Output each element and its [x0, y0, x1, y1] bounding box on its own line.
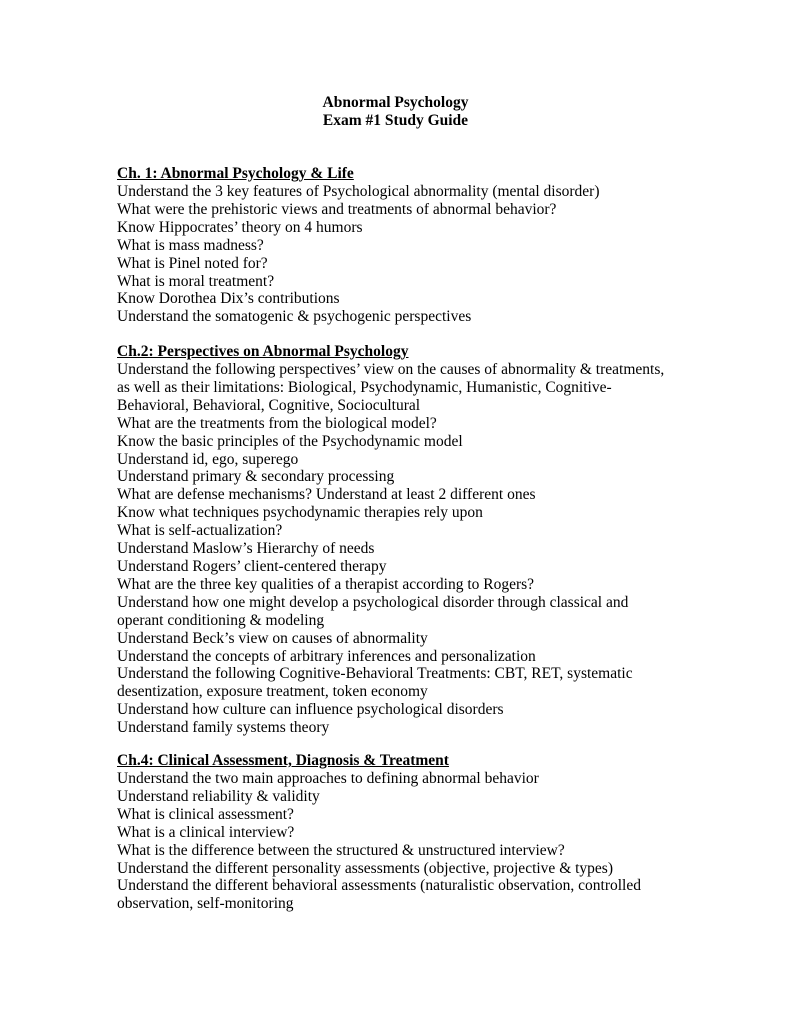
study-item: Understand the 3 key features of Psychological abnormality (mental disorder) — [117, 183, 600, 200]
section-ch1 — [117, 165, 677, 326]
study-item: Understand the concepts of arbitrary inferences and personalization — [117, 647, 536, 665]
study-item: What is self-actualization? — [117, 522, 283, 540]
study-item: desentization, exposure treatment, token economy — [117, 683, 428, 701]
study-item: What is mass madness? — [117, 236, 264, 254]
study-item: Know Hippocrates’ theory on 4 humors — [117, 218, 363, 236]
study-item: Understand how one might develop a psychological disorder through classical and — [117, 593, 629, 611]
study-item: What is Pinel noted for? — [117, 254, 268, 272]
title-line-2: Exam #1 Study Guide — [322, 112, 469, 129]
study-item: Understand the two main approaches to defining abnormal behavior — [117, 770, 539, 787]
study-item: Understand Rogers’ client-centered therapy — [117, 557, 387, 575]
study-item: as well as their limitations: Biological, Psychodynamic, Humanistic, Cognitive- — [117, 378, 612, 396]
study-item: Understand family systems theory — [117, 719, 330, 737]
study-item: Know Dorothea Dix’s contributions — [117, 290, 340, 308]
study-item: Understand the different personality assessments (objective, projective & types) — [117, 859, 613, 877]
study-item: Understand the following perspectives’ view on the causes of abnormality & treatments, — [117, 361, 665, 378]
document-title — [0, 94, 791, 130]
study-item: What were the prehistoric views and treatments of abnormal behavior? — [117, 200, 557, 218]
study-item: What is clinical assessment? — [117, 805, 294, 823]
study-item: What is the difference between the structured & unstructured interview? — [117, 841, 565, 859]
study-item: Understand Beck’s view on causes of abnormality — [117, 629, 428, 647]
study-item: What is moral treatment? — [117, 272, 275, 290]
section-ch2 — [117, 343, 677, 737]
study-item: Understand the following Cognitive-Behavioral Treatments: CBT, RET, systematic — [117, 665, 633, 683]
study-item: operant conditioning & modeling — [117, 611, 325, 629]
study-item: Know what techniques psychodynamic therapies rely upon — [117, 504, 483, 522]
section-heading: Ch. 1: Abnormal Psychology & Life — [117, 165, 354, 182]
section-heading: Ch.2: Perspectives on Abnormal Psychology — [117, 343, 409, 360]
study-item: Understand Maslow’s Hierarchy of needs — [117, 540, 375, 558]
section-ch4 — [117, 752, 677, 913]
study-item: Understand the different behavioral assessments (naturalistic observation, controlled — [117, 877, 641, 895]
study-item: Understand how culture can influence psychological disorders — [117, 701, 504, 719]
study-item: What are the three key qualities of a therapist according to Rogers? — [117, 575, 535, 593]
study-item: What are the treatments from the biological model? — [117, 414, 437, 432]
study-item: What is a clinical interview? — [117, 823, 295, 841]
section-heading: Ch.4: Clinical Assessment, Diagnosis & Treatment — [117, 752, 449, 769]
study-item: What are defense mechanisms? Understand at least 2 different ones — [117, 486, 536, 504]
study-item: Behavioral, Behavioral, Cognitive, Sociocultural — [117, 396, 421, 414]
study-item: Know the basic principles of the Psychodynamic model — [117, 432, 463, 450]
title-line-1: Abnormal Psychology — [322, 94, 469, 111]
study-item: Understand primary & secondary processing — [117, 468, 395, 486]
study-item: Understand reliability & validity — [117, 787, 320, 805]
study-item: Understand the somatogenic & psychogenic perspectives — [117, 308, 472, 326]
study-item: observation, self-monitoring — [117, 895, 294, 913]
study-item: Understand id, ego, superego — [117, 450, 299, 468]
